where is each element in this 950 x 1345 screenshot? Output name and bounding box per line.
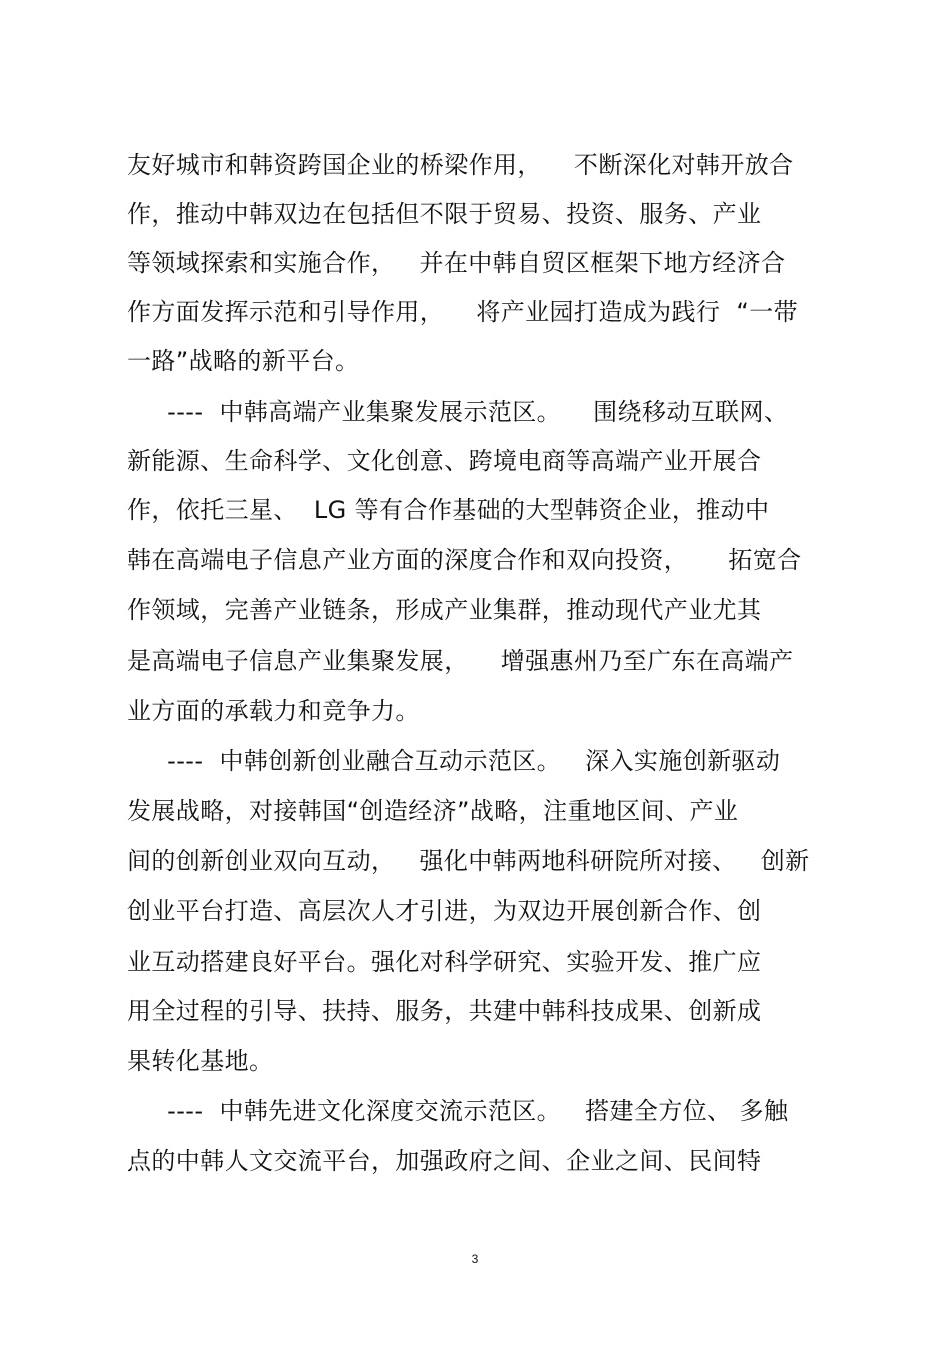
text-line: 作领域，完善产业链条，形成产业集群，推动现代产业尤其	[127, 596, 762, 624]
text-line: 果转化基地。	[127, 1047, 274, 1075]
text-line: 韩在高端电子信息产业方面的深度合作和双向投资， 拓宽合	[127, 546, 802, 574]
text-line: 用全过程的引导、扶持、服务，共建中韩科技成果、创新成	[127, 997, 762, 1025]
text-line: 作方面发挥示范和引导作用， 将产业园打造成为践行 “一带	[127, 298, 799, 326]
text-line: 是高端电子信息产业集聚发展， 增强惠州乃至广东在高端产	[127, 647, 794, 675]
text-line: 创业平台打造、高层次人才引进，为双边开展创新合作、创	[127, 897, 762, 925]
text-line: 发展战略，对接韩国“创造经济”战略，注重地区间、产业	[127, 797, 739, 825]
text-line: ---- 中韩创新创业融合互动示范区。 深入实施创新驱动	[127, 747, 781, 775]
text-line: 一路”战略的新平台。	[127, 347, 360, 375]
page-number: 3	[471, 1252, 479, 1266]
text-line: ---- 中韩高端产业集聚发展示范区。 围绕移动互联网、	[127, 398, 789, 426]
text-line: 业互动搭建良好平台。强化对科学研究、实验开发、推广应	[127, 948, 762, 976]
text-line: ---- 中韩先进文化深度交流示范区。 搭建全方位、 多触	[127, 1097, 789, 1125]
text-line: 点的中韩人文交流平台，加强政府之间、企业之间、民间特	[127, 1147, 762, 1175]
text-line: 等领域探索和实施合作， 并在中韩自贸区框架下地方经济合	[127, 249, 786, 277]
text-line: 新能源、生命科学、文化创意、跨境电商等高端产业开展合	[127, 447, 762, 475]
text-line: 友好城市和韩资跨国企业的桥梁作用， 不断深化对韩开放合	[127, 151, 794, 179]
text-line: 作，推动中韩双边在包括但不限于贸易、投资、服务、产业	[127, 200, 762, 228]
text-line: 作，依托三星、 LG 等有合作基础的大型韩资企业，推动中	[127, 496, 770, 524]
text-line: 间的创新创业双向互动， 强化中韩两地科研院所对接、 创新	[127, 847, 810, 875]
text-line: 业方面的承载力和竞争力。	[127, 697, 420, 725]
